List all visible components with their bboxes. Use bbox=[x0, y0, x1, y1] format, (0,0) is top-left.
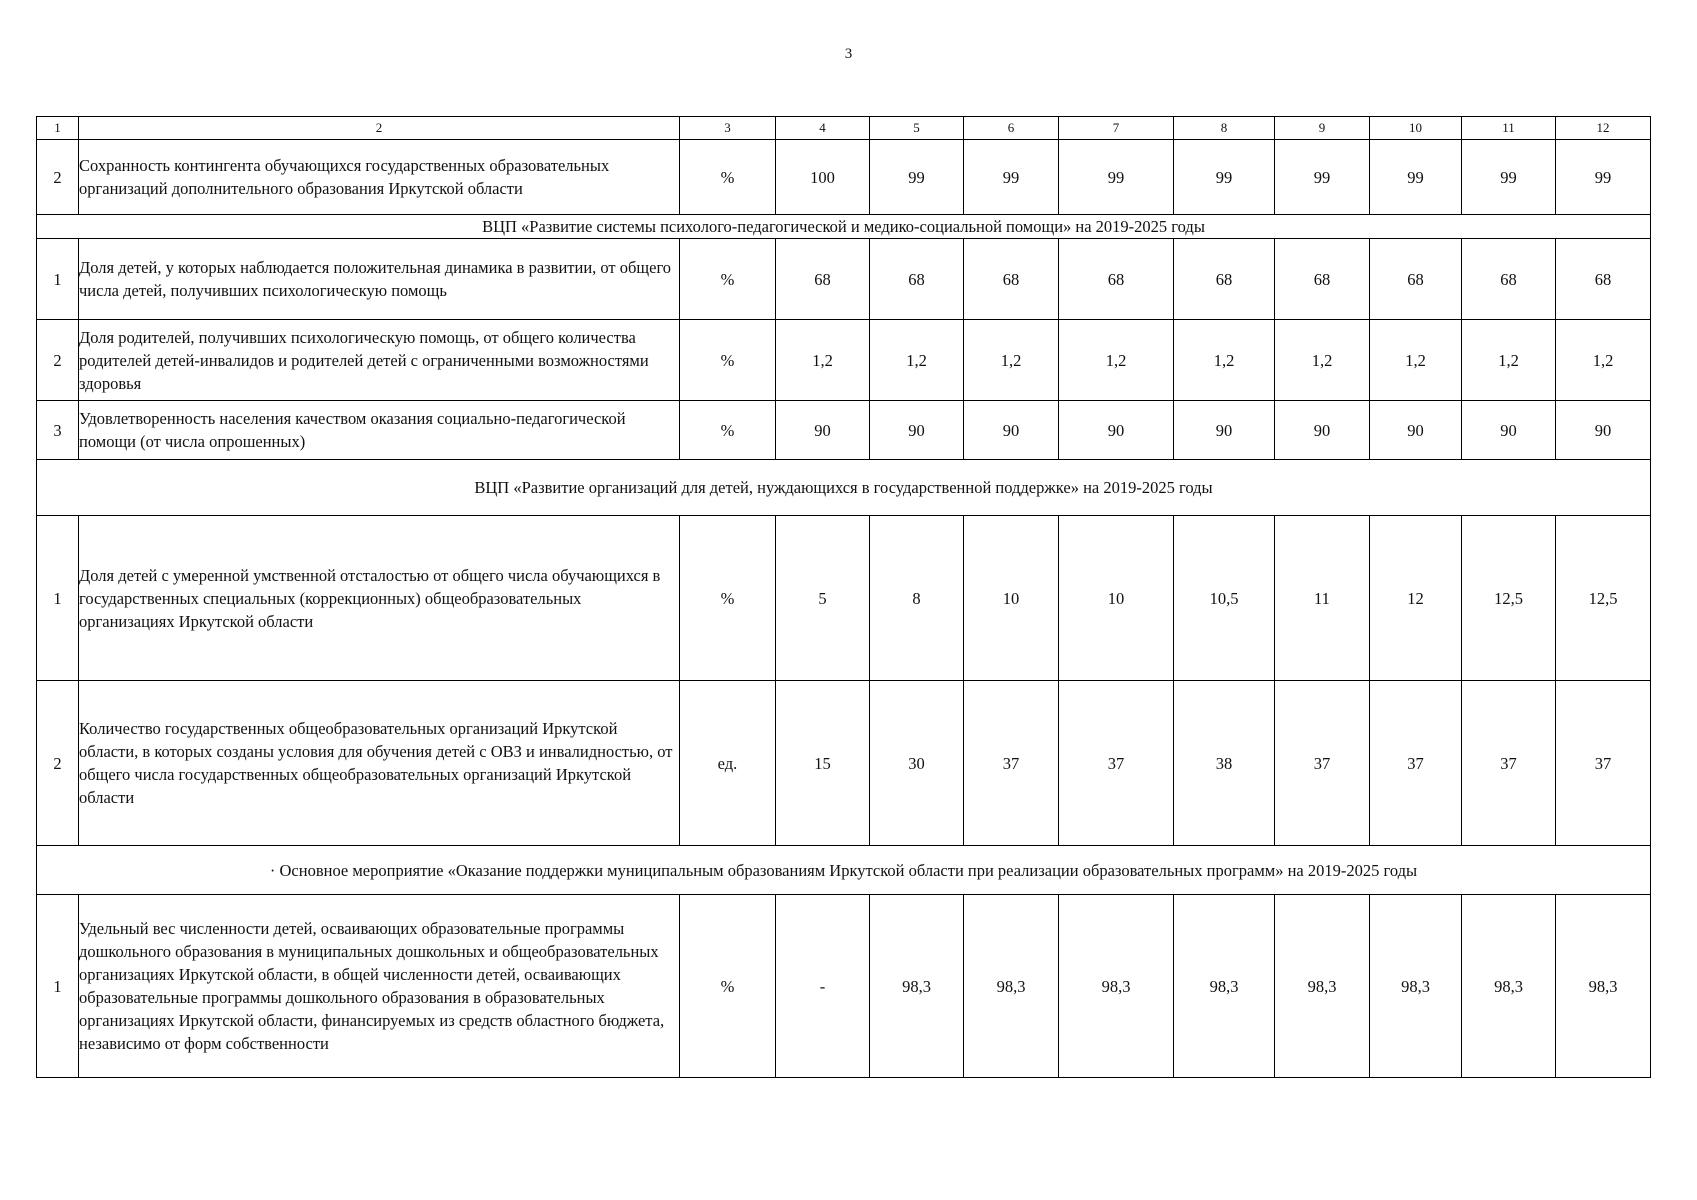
value-cell: 10 bbox=[964, 516, 1059, 681]
indicator-name: Сохранность контингента обучающихся государственных образовательных организаций дополнительного образования Иркутской области bbox=[79, 140, 680, 215]
value-cell: 10,5 bbox=[1174, 516, 1275, 681]
page-number: 3 bbox=[844, 46, 853, 62]
unit-cell: % bbox=[680, 140, 776, 215]
value-cell: 68 bbox=[1370, 239, 1462, 320]
value-cell: 99 bbox=[1174, 140, 1275, 215]
value-cell: 99 bbox=[1275, 140, 1370, 215]
value-cell: 12,5 bbox=[1462, 516, 1556, 681]
value-cell: 98,3 bbox=[1275, 895, 1370, 1078]
indicators-table bbox=[36, 116, 1651, 1078]
header-cell: 3 bbox=[680, 117, 776, 140]
value-cell: 37 bbox=[1275, 681, 1370, 846]
value-cell: 68 bbox=[776, 239, 870, 320]
value-cell: 30 bbox=[870, 681, 964, 846]
value-cell: 68 bbox=[964, 239, 1059, 320]
header-cell: 12 bbox=[1556, 117, 1651, 140]
value-cell: 1,2 bbox=[1059, 320, 1174, 401]
table-row bbox=[37, 895, 1651, 1078]
value-cell: 98,3 bbox=[964, 895, 1059, 1078]
value-cell: 90 bbox=[1275, 401, 1370, 460]
value-cell: 68 bbox=[1059, 239, 1174, 320]
value-cell: 68 bbox=[1275, 239, 1370, 320]
value-cell: 1,2 bbox=[776, 320, 870, 401]
value-cell: 99 bbox=[1370, 140, 1462, 215]
value-cell: 100 bbox=[776, 140, 870, 215]
value-cell: 37 bbox=[1059, 681, 1174, 846]
indicator-name: Доля родителей, получивших психологическую помощь, от общего количества родителей детей-инвалидов и родителей детей с ограниченными возможностями здоровья bbox=[79, 320, 680, 401]
value-cell: 68 bbox=[870, 239, 964, 320]
value-cell: 1,2 bbox=[1370, 320, 1462, 401]
value-cell: 98,3 bbox=[1370, 895, 1462, 1078]
value-cell: 37 bbox=[1370, 681, 1462, 846]
value-cell: 98,3 bbox=[1174, 895, 1275, 1078]
section-row bbox=[37, 460, 1651, 516]
header-cell: 6 bbox=[964, 117, 1059, 140]
value-cell: 1,2 bbox=[964, 320, 1059, 401]
value-cell: 90 bbox=[964, 401, 1059, 460]
header-cell: 4 bbox=[776, 117, 870, 140]
table-row bbox=[37, 516, 1651, 681]
value-cell: 15 bbox=[776, 681, 870, 846]
table-row bbox=[37, 401, 1651, 460]
header-row bbox=[37, 117, 1651, 140]
row-number: 1 bbox=[37, 516, 79, 681]
value-cell: 90 bbox=[1059, 401, 1174, 460]
value-cell: 1,2 bbox=[1462, 320, 1556, 401]
value-cell: 68 bbox=[1462, 239, 1556, 320]
value-cell: 90 bbox=[1462, 401, 1556, 460]
indicator-name: Удельный вес численности детей, осваивающих образовательные программы дошкольного образования в муниципальных дошкольных и общеобразовательных организациях Иркутской области, в общей численности детей, осваивающих образовательные программы дошкольного образования в образовательных организациях Иркутской области, финансируемых из средств областного бюджета, независимо от форм собственности bbox=[79, 895, 680, 1078]
header-cell: 1 bbox=[37, 117, 79, 140]
section-row bbox=[37, 846, 1651, 895]
row-number: 2 bbox=[37, 681, 79, 846]
row-number: 2 bbox=[37, 140, 79, 215]
value-cell: 99 bbox=[1059, 140, 1174, 215]
indicator-name: Доля детей с умеренной умственной отсталостью от общего числа обучающихся в государственных специальных (коррекционных) общеобразовательных организациях Иркутской области bbox=[79, 516, 680, 681]
row-number: 1 bbox=[37, 895, 79, 1078]
value-cell: 37 bbox=[1556, 681, 1651, 846]
header-cell: 10 bbox=[1370, 117, 1462, 140]
value-cell: 12 bbox=[1370, 516, 1462, 681]
header-cell: 9 bbox=[1275, 117, 1370, 140]
section-row bbox=[37, 215, 1651, 239]
row-number: 2 bbox=[37, 320, 79, 401]
section-title: ВЦП «Развитие организаций для детей, нуждающихся в государственной поддержке» на 2019-2025 годы bbox=[37, 460, 1651, 516]
section-title: · Основное мероприятие «Оказание поддержки муниципальным образованиям Иркутской области при реализации образовательных программ» на 2019-2025 годы bbox=[37, 846, 1651, 895]
table-row bbox=[37, 140, 1651, 215]
value-cell: 99 bbox=[870, 140, 964, 215]
value-cell: 99 bbox=[964, 140, 1059, 215]
value-cell: 12,5 bbox=[1556, 516, 1651, 681]
row-number: 1 bbox=[37, 239, 79, 320]
value-cell: 1,2 bbox=[870, 320, 964, 401]
unit-cell: % bbox=[680, 516, 776, 681]
section-title: ВЦП «Развитие системы психолого-педагогической и медико-социальной помощи» на 2019-2025 годы bbox=[37, 215, 1651, 239]
value-cell: 90 bbox=[1370, 401, 1462, 460]
value-cell: - bbox=[776, 895, 870, 1078]
value-cell: 38 bbox=[1174, 681, 1275, 846]
value-cell: 68 bbox=[1174, 239, 1275, 320]
value-cell: 68 bbox=[1556, 239, 1651, 320]
value-cell: 90 bbox=[776, 401, 870, 460]
value-cell: 1,2 bbox=[1275, 320, 1370, 401]
unit-cell: % bbox=[680, 895, 776, 1078]
value-cell: 10 bbox=[1059, 516, 1174, 681]
unit-cell: ед. bbox=[680, 681, 776, 846]
table-row bbox=[37, 681, 1651, 846]
value-cell: 99 bbox=[1462, 140, 1556, 215]
header-cell: 11 bbox=[1462, 117, 1556, 140]
indicator-name: Доля детей, у которых наблюдается положительная динамика в развитии, от общего числа детей, получивших психологическую помощь bbox=[79, 239, 680, 320]
header-cell: 2 bbox=[79, 117, 680, 140]
header-cell: 7 bbox=[1059, 117, 1174, 140]
value-cell: 90 bbox=[870, 401, 964, 460]
value-cell: 98,3 bbox=[870, 895, 964, 1078]
table-row bbox=[37, 320, 1651, 401]
value-cell: 90 bbox=[1556, 401, 1651, 460]
header-cell: 5 bbox=[870, 117, 964, 140]
value-cell: 37 bbox=[1462, 681, 1556, 846]
value-cell: 5 bbox=[776, 516, 870, 681]
value-cell: 98,3 bbox=[1462, 895, 1556, 1078]
unit-cell: % bbox=[680, 320, 776, 401]
table-row bbox=[37, 239, 1651, 320]
value-cell: 99 bbox=[1556, 140, 1651, 215]
value-cell: 1,2 bbox=[1556, 320, 1651, 401]
unit-cell: % bbox=[680, 239, 776, 320]
indicator-name: Количество государственных общеобразовательных организаций Иркутской области, в которых созданы условия для обучения детей с ОВЗ и инвалидностью, от общего числа государственных общеобразовательных организаций Иркутской области bbox=[79, 681, 680, 846]
value-cell: 90 bbox=[1174, 401, 1275, 460]
value-cell: 98,3 bbox=[1556, 895, 1651, 1078]
row-number: 3 bbox=[37, 401, 79, 460]
value-cell: 98,3 bbox=[1059, 895, 1174, 1078]
value-cell: 11 bbox=[1275, 516, 1370, 681]
header-cell: 8 bbox=[1174, 117, 1275, 140]
value-cell: 8 bbox=[870, 516, 964, 681]
indicator-name: Удовлетворенность населения качеством оказания социально-педагогической помощи (от числа опрошенных) bbox=[79, 401, 680, 460]
unit-cell: % bbox=[680, 401, 776, 460]
value-cell: 1,2 bbox=[1174, 320, 1275, 401]
value-cell: 37 bbox=[964, 681, 1059, 846]
